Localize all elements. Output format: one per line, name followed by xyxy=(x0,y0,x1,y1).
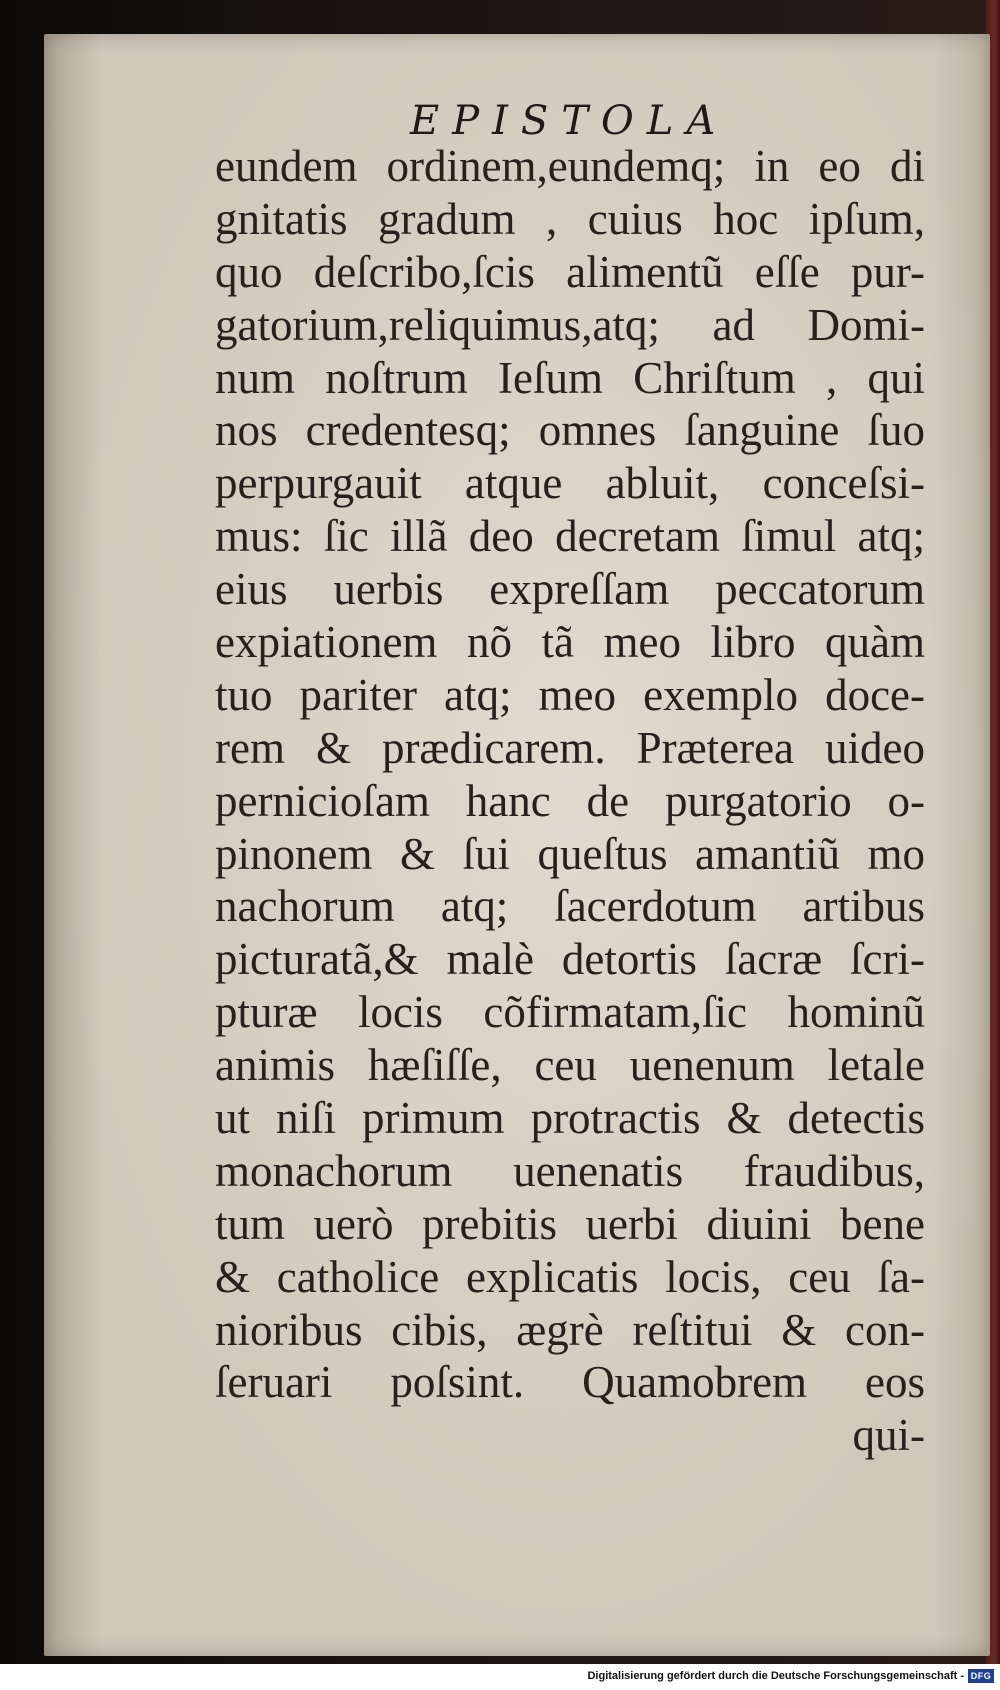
text-line: rem & prædicarem. Præterea uideo xyxy=(215,722,925,773)
text-line: ſeruari poſsint. Quamobrem eos xyxy=(215,1357,925,1408)
text-line: nioribus cibis, ægrè reſtitui & con- xyxy=(215,1304,925,1355)
text-line: pernicioſam hanc de purgatorio o- xyxy=(215,775,925,826)
text-line: monachorum uenenatis fraudibus, xyxy=(215,1145,925,1196)
text-line: tum uerò prebitis uerbi diuini bene xyxy=(215,1198,925,1249)
text-line: mus: ſic illã deo decretam ſimul atq; xyxy=(215,511,925,562)
funding-credit: Digitalisierung gefördert durch die Deutsche Forschungsgemeinschaft - xyxy=(587,1670,964,1682)
text-line: eius uerbis expreſſam peccatorum xyxy=(215,564,925,615)
dfg-logo-icon: DFG xyxy=(968,1669,994,1683)
text-line: eundem ordinem,eundemq; in eo di xyxy=(215,141,925,191)
text-line: quo deſcribo,ſcis alimentũ eſſe pur- xyxy=(215,246,925,297)
footer-bar xyxy=(0,1664,1000,1690)
text-line: gnitatis gradum , cuius hoc ipſum, xyxy=(215,193,925,244)
text-line: pturæ locis cõfirmatam,ſic hominũ xyxy=(215,987,925,1038)
text-line: animis hæſiſſe, ceu uenenum letale xyxy=(215,1040,925,1091)
page-body-text xyxy=(215,140,925,1462)
text-line: num noſtrum Ieſum Chriſtum , qui xyxy=(215,352,925,403)
running-head: EPISTOLA xyxy=(410,98,729,144)
text-line: & catholice explicatis locis, ceu ſa- xyxy=(215,1251,925,1302)
text-line: tuo pariter atq; meo exemplo doce- xyxy=(215,669,925,720)
text-line: nos credentesq; omnes ſanguine ſuo xyxy=(215,405,925,456)
text-line: gatorium,reliquimus,atq; ad Domi- xyxy=(215,299,925,350)
text-line: picturatã,& malè detortis ſacræ ſcri- xyxy=(215,934,925,985)
text-line: ut niſi primum protractis & detectis xyxy=(215,1093,925,1144)
catchword: qui- xyxy=(852,1410,925,1461)
text-line: expiationem nõ tã meo libro quàm xyxy=(215,617,925,668)
text-line: perpurgauit atque abluit, conceſsi- xyxy=(215,458,925,509)
text-line: pinonem & ſui queſtus amantiũ mo xyxy=(215,828,925,879)
text-line: nachorum atq; ſacerdotum artibus xyxy=(215,881,925,932)
